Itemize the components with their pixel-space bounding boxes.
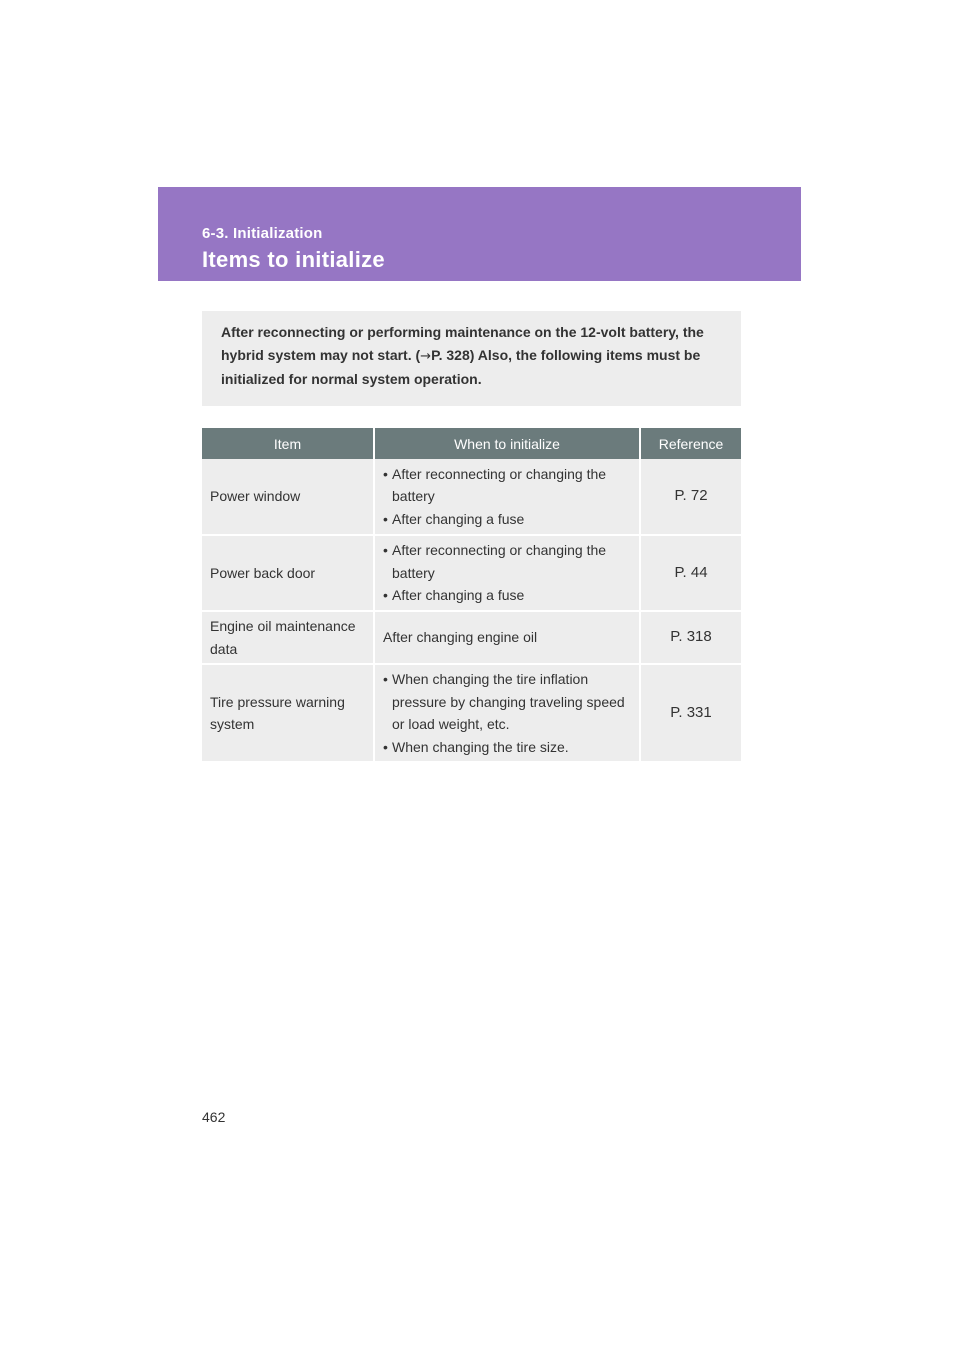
condition-list: [383, 668, 631, 758]
table-row: [202, 611, 741, 664]
list-item: • After changing a fuse: [383, 584, 631, 607]
intro-note: [202, 311, 741, 406]
when-cell: After changing engine oil: [374, 611, 640, 664]
item-cell: Power window: [202, 459, 374, 535]
list-item: • After reconnecting or changing the battery: [383, 463, 631, 508]
list-item: • When changing the tire inflation pressure by changing traveling speed or load weight, etc.: [383, 668, 631, 736]
page-number: 462: [202, 1109, 226, 1125]
reference-link[interactable]: P. 44: [640, 535, 741, 611]
arrow-right-icon: →: [420, 348, 432, 364]
item-cell: Power back door: [202, 535, 374, 611]
when-cell: [374, 459, 640, 535]
when-cell: [374, 664, 640, 762]
list-item: • After reconnecting or changing the battery: [383, 539, 631, 584]
column-header-reference: Reference: [640, 428, 741, 459]
item-cell: Tire pressure warning system: [202, 664, 374, 762]
column-header-when: When to initialize: [374, 428, 640, 459]
table-row: [202, 459, 741, 535]
section-header-band: [158, 187, 801, 281]
list-item: • When changing the tire size.: [383, 736, 631, 759]
intro-text-after: ) Also, the following items must be initialized for normal system operation.: [221, 346, 701, 387]
intro-text-before: After reconnecting or performing maintenance on the 12-volt battery, the hybrid system may not start. (: [221, 324, 704, 363]
reference-link[interactable]: P. 72: [640, 459, 741, 535]
table-row: [202, 535, 741, 611]
initialization-table: [202, 428, 741, 763]
when-cell: [374, 535, 640, 611]
reference-link[interactable]: P. 318: [640, 611, 741, 664]
condition-list: [383, 463, 631, 531]
list-item: • After changing a fuse: [383, 508, 631, 531]
reference-link[interactable]: P. 331: [640, 664, 741, 762]
condition-list: [383, 539, 631, 607]
table-header-row: [202, 428, 741, 459]
section-label: 6-3. Initialization: [202, 225, 323, 242]
intro-page-reference-link[interactable]: P. 328: [431, 346, 470, 363]
column-header-item: Item: [202, 428, 374, 459]
table-row: [202, 664, 741, 762]
item-cell: Engine oil maintenance data: [202, 611, 374, 664]
page-title: Items to initialize: [202, 247, 385, 272]
